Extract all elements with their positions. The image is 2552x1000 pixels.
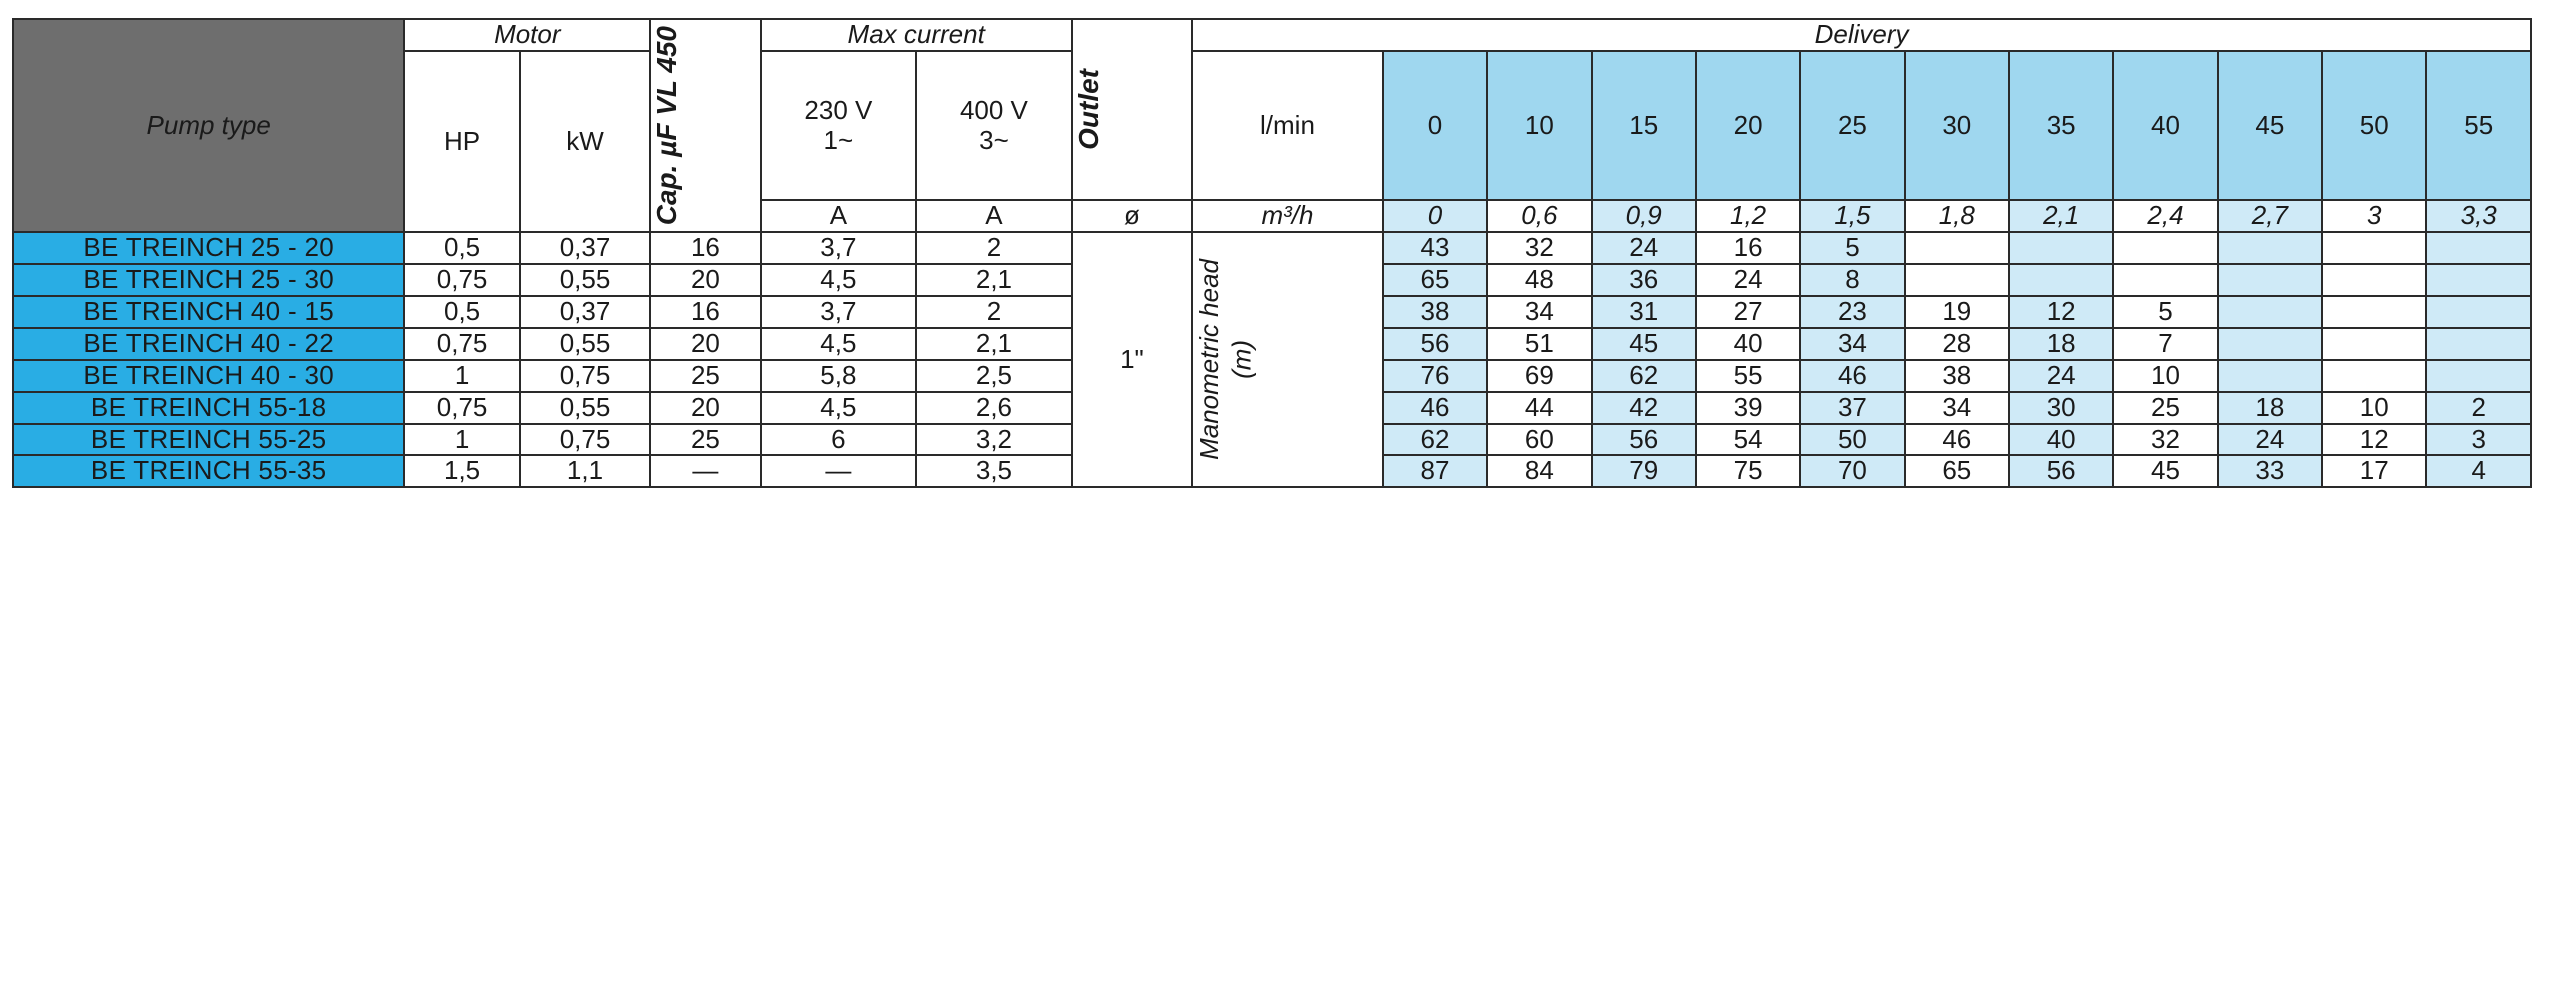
cell-kw: 0,75 — [520, 424, 650, 456]
cell-current-400: 2,1 — [916, 328, 1072, 360]
phase-3-label: 3~ — [979, 124, 1009, 155]
cell-head-8: 33 — [2218, 455, 2322, 487]
cell-current-400: 2 — [916, 232, 1072, 264]
cell-current-230: 4,5 — [761, 392, 917, 424]
cell-head-2: 42 — [1592, 392, 1696, 424]
capacitor-label: Cap. µF VL 450 — [651, 26, 683, 226]
cell-hp: 0,75 — [404, 264, 519, 296]
cell-head-7: 10 — [2113, 360, 2217, 392]
cell-head-3: 16 — [1696, 232, 1800, 264]
outlet-label: Outlet — [1072, 69, 1104, 151]
cell-head-9: 10 — [2322, 392, 2426, 424]
cell-head-3: 39 — [1696, 392, 1800, 424]
cell-head-4: 70 — [1800, 455, 1904, 487]
unit-outlet-diameter: ø — [1072, 200, 1192, 232]
cell-head-9 — [2322, 264, 2426, 296]
flow-m3h-4: 1,5 — [1800, 200, 1904, 232]
cell-head-1: 32 — [1487, 232, 1591, 264]
cell-head-10 — [2426, 360, 2531, 392]
column-header-230v — [761, 51, 917, 200]
cell-head-9 — [2322, 296, 2426, 328]
cell-head-10 — [2426, 264, 2531, 296]
cell-kw: 0,37 — [520, 296, 650, 328]
cell-head-10 — [2426, 328, 2531, 360]
cell-current-400: 2,6 — [916, 392, 1072, 424]
cell-hp: 0,5 — [404, 232, 519, 264]
column-group-max-current: Max current — [761, 19, 1072, 51]
pump-specification-table — [12, 18, 2532, 488]
cell-current-400: 2 — [916, 296, 1072, 328]
cell-head-2: 62 — [1592, 360, 1696, 392]
cell-head-6: 30 — [2009, 392, 2113, 424]
cell-head-3: 27 — [1696, 296, 1800, 328]
column-header-400v — [916, 51, 1072, 200]
cell-current-400: 3,2 — [916, 424, 1072, 456]
pump-name-cell: BE TREINCH 40 - 30 — [13, 360, 404, 392]
cell-kw: 0,75 — [520, 360, 650, 392]
cell-head-5: 19 — [1905, 296, 2009, 328]
flow-lmin-25: 25 — [1800, 51, 1904, 200]
cell-current-230: 4,5 — [761, 328, 917, 360]
cell-head-5: 65 — [1905, 455, 2009, 487]
cell-capacitor: 20 — [650, 392, 760, 424]
cell-hp: 1,5 — [404, 455, 519, 487]
flow-lmin-0: 0 — [1383, 51, 1487, 200]
cell-current-230: 3,7 — [761, 232, 917, 264]
cell-head-8 — [2218, 296, 2322, 328]
cell-head-9 — [2322, 232, 2426, 264]
cell-head-4: 8 — [1800, 264, 1904, 296]
cell-head-9 — [2322, 328, 2426, 360]
cell-head-2: 79 — [1592, 455, 1696, 487]
cell-head-4: 23 — [1800, 296, 1904, 328]
cell-kw: 1,1 — [520, 455, 650, 487]
unit-230v-amp: A — [761, 200, 917, 232]
cell-hp: 0,75 — [404, 392, 519, 424]
cell-head-9: 17 — [2322, 455, 2426, 487]
cell-head-1: 69 — [1487, 360, 1591, 392]
cell-capacitor: 20 — [650, 264, 760, 296]
cell-head-5: 46 — [1905, 424, 2009, 456]
cell-head-8: 24 — [2218, 424, 2322, 456]
flow-lmin-40: 40 — [2113, 51, 2217, 200]
cell-capacitor: 25 — [650, 360, 760, 392]
column-header-outlet — [1072, 19, 1192, 200]
cell-head-1: 44 — [1487, 392, 1591, 424]
cell-current-230: 3,7 — [761, 296, 917, 328]
cell-head-7: 32 — [2113, 424, 2217, 456]
cell-head-3: 55 — [1696, 360, 1800, 392]
cell-head-7: 5 — [2113, 296, 2217, 328]
cell-head-0: 43 — [1383, 232, 1487, 264]
cell-current-230: 5,8 — [761, 360, 917, 392]
cell-head-10: 3 — [2426, 424, 2531, 456]
cell-head-1: 84 — [1487, 455, 1591, 487]
cell-capacitor: 16 — [650, 296, 760, 328]
cell-head-6: 12 — [2009, 296, 2113, 328]
cell-kw: 0,55 — [520, 328, 650, 360]
cell-capacitor: 20 — [650, 328, 760, 360]
cell-head-0: 46 — [1383, 392, 1487, 424]
cell-current-400: 3,5 — [916, 455, 1072, 487]
pump-name-cell: BE TREINCH 55-18 — [13, 392, 404, 424]
cell-head-0: 56 — [1383, 328, 1487, 360]
cell-manometric-head-label — [1192, 232, 1383, 487]
cell-head-3: 75 — [1696, 455, 1800, 487]
cell-current-230: 4,5 — [761, 264, 917, 296]
flow-lmin-35: 35 — [2009, 51, 2113, 200]
cell-head-1: 60 — [1487, 424, 1591, 456]
cell-kw: 0,55 — [520, 264, 650, 296]
cell-head-1: 34 — [1487, 296, 1591, 328]
cell-head-7: 45 — [2113, 455, 2217, 487]
voltage-230-label: 230 V — [804, 94, 873, 125]
pump-name-cell: BE TREINCH 40 - 22 — [13, 328, 404, 360]
voltage-400-label: 400 V — [959, 94, 1028, 125]
column-group-motor: Motor — [404, 19, 650, 51]
cell-hp: 0,5 — [404, 296, 519, 328]
cell-head-1: 48 — [1487, 264, 1591, 296]
pump-name-cell: BE TREINCH 25 - 20 — [13, 232, 404, 264]
manometric-head-label: Manometric head (m) — [1194, 259, 1257, 461]
column-header-flow-lmin: l/min — [1192, 51, 1383, 200]
cell-head-0: 87 — [1383, 455, 1487, 487]
cell-head-10: 2 — [2426, 392, 2531, 424]
cell-head-6: 18 — [2009, 328, 2113, 360]
cell-head-4: 34 — [1800, 328, 1904, 360]
cell-capacitor: 16 — [650, 232, 760, 264]
flow-m3h-3: 1,2 — [1696, 200, 1800, 232]
cell-head-7: 25 — [2113, 392, 2217, 424]
cell-head-5: 38 — [1905, 360, 2009, 392]
unit-flow-m3h: m³/h — [1192, 200, 1383, 232]
cell-head-5 — [1905, 264, 2009, 296]
cell-head-10: 4 — [2426, 455, 2531, 487]
flow-m3h-8: 2,7 — [2218, 200, 2322, 232]
flow-lmin-15: 15 — [1592, 51, 1696, 200]
cell-head-2: 56 — [1592, 424, 1696, 456]
cell-head-0: 65 — [1383, 264, 1487, 296]
cell-head-6: 56 — [2009, 455, 2113, 487]
flow-lmin-10: 10 — [1487, 51, 1591, 200]
cell-head-5: 28 — [1905, 328, 2009, 360]
cell-head-3: 24 — [1696, 264, 1800, 296]
cell-outlet-size: 1" — [1072, 232, 1192, 487]
cell-head-4: 46 — [1800, 360, 1904, 392]
cell-head-6 — [2009, 232, 2113, 264]
cell-head-6 — [2009, 264, 2113, 296]
flow-m3h-9: 3 — [2322, 200, 2426, 232]
cell-head-7 — [2113, 264, 2217, 296]
flow-lmin-50: 50 — [2322, 51, 2426, 200]
cell-hp: 0,75 — [404, 328, 519, 360]
cell-head-2: 45 — [1592, 328, 1696, 360]
cell-head-4: 5 — [1800, 232, 1904, 264]
cell-head-7 — [2113, 232, 2217, 264]
cell-current-230: — — [761, 455, 917, 487]
cell-head-8 — [2218, 328, 2322, 360]
cell-head-8 — [2218, 360, 2322, 392]
cell-capacitor: — — [650, 455, 760, 487]
cell-head-9: 12 — [2322, 424, 2426, 456]
flow-m3h-0: 0 — [1383, 200, 1487, 232]
column-header-capacitor — [650, 19, 760, 232]
column-header-hp: HP — [404, 51, 519, 232]
flow-m3h-6: 2,1 — [2009, 200, 2113, 232]
cell-current-230: 6 — [761, 424, 917, 456]
cell-head-0: 62 — [1383, 424, 1487, 456]
cell-head-2: 36 — [1592, 264, 1696, 296]
cell-hp: 1 — [404, 424, 519, 456]
unit-400v-amp: A — [916, 200, 1072, 232]
cell-head-4: 50 — [1800, 424, 1904, 456]
column-group-delivery: Delivery — [1192, 19, 2531, 51]
table-row — [13, 232, 2531, 264]
header-row-groups — [13, 19, 2531, 51]
cell-head-8 — [2218, 264, 2322, 296]
cell-head-3: 40 — [1696, 328, 1800, 360]
cell-head-8 — [2218, 232, 2322, 264]
flow-lmin-30: 30 — [1905, 51, 2009, 200]
pump-name-cell: BE TREINCH 55-25 — [13, 424, 404, 456]
cell-head-3: 54 — [1696, 424, 1800, 456]
cell-hp: 1 — [404, 360, 519, 392]
cell-head-2: 31 — [1592, 296, 1696, 328]
cell-head-5: 34 — [1905, 392, 2009, 424]
column-header-kw: kW — [520, 51, 650, 232]
cell-head-10 — [2426, 296, 2531, 328]
pump-name-cell: BE TREINCH 40 - 15 — [13, 296, 404, 328]
cell-head-9 — [2322, 360, 2426, 392]
cell-head-6: 40 — [2009, 424, 2113, 456]
pump-name-cell: BE TREINCH 55-35 — [13, 455, 404, 487]
cell-head-0: 38 — [1383, 296, 1487, 328]
cell-capacitor: 25 — [650, 424, 760, 456]
flow-lmin-20: 20 — [1696, 51, 1800, 200]
cell-head-10 — [2426, 232, 2531, 264]
flow-lmin-45: 45 — [2218, 51, 2322, 200]
pump-name-cell: BE TREINCH 25 - 30 — [13, 264, 404, 296]
cell-current-400: 2,1 — [916, 264, 1072, 296]
cell-head-8: 18 — [2218, 392, 2322, 424]
flow-m3h-7: 2,4 — [2113, 200, 2217, 232]
cell-head-6: 24 — [2009, 360, 2113, 392]
cell-head-0: 76 — [1383, 360, 1487, 392]
cell-kw: 0,55 — [520, 392, 650, 424]
flow-m3h-5: 1,8 — [1905, 200, 2009, 232]
flow-m3h-10: 3,3 — [2426, 200, 2531, 232]
cell-head-4: 37 — [1800, 392, 1904, 424]
flow-m3h-2: 0,9 — [1592, 200, 1696, 232]
cell-head-7: 7 — [2113, 328, 2217, 360]
column-header-pump-type: Pump type — [13, 19, 404, 232]
cell-head-1: 51 — [1487, 328, 1591, 360]
phase-1-label: 1~ — [823, 124, 854, 155]
cell-current-400: 2,5 — [916, 360, 1072, 392]
cell-head-5 — [1905, 232, 2009, 264]
flow-m3h-1: 0,6 — [1487, 200, 1591, 232]
cell-head-2: 24 — [1592, 232, 1696, 264]
cell-kw: 0,37 — [520, 232, 650, 264]
flow-lmin-55: 55 — [2426, 51, 2531, 200]
